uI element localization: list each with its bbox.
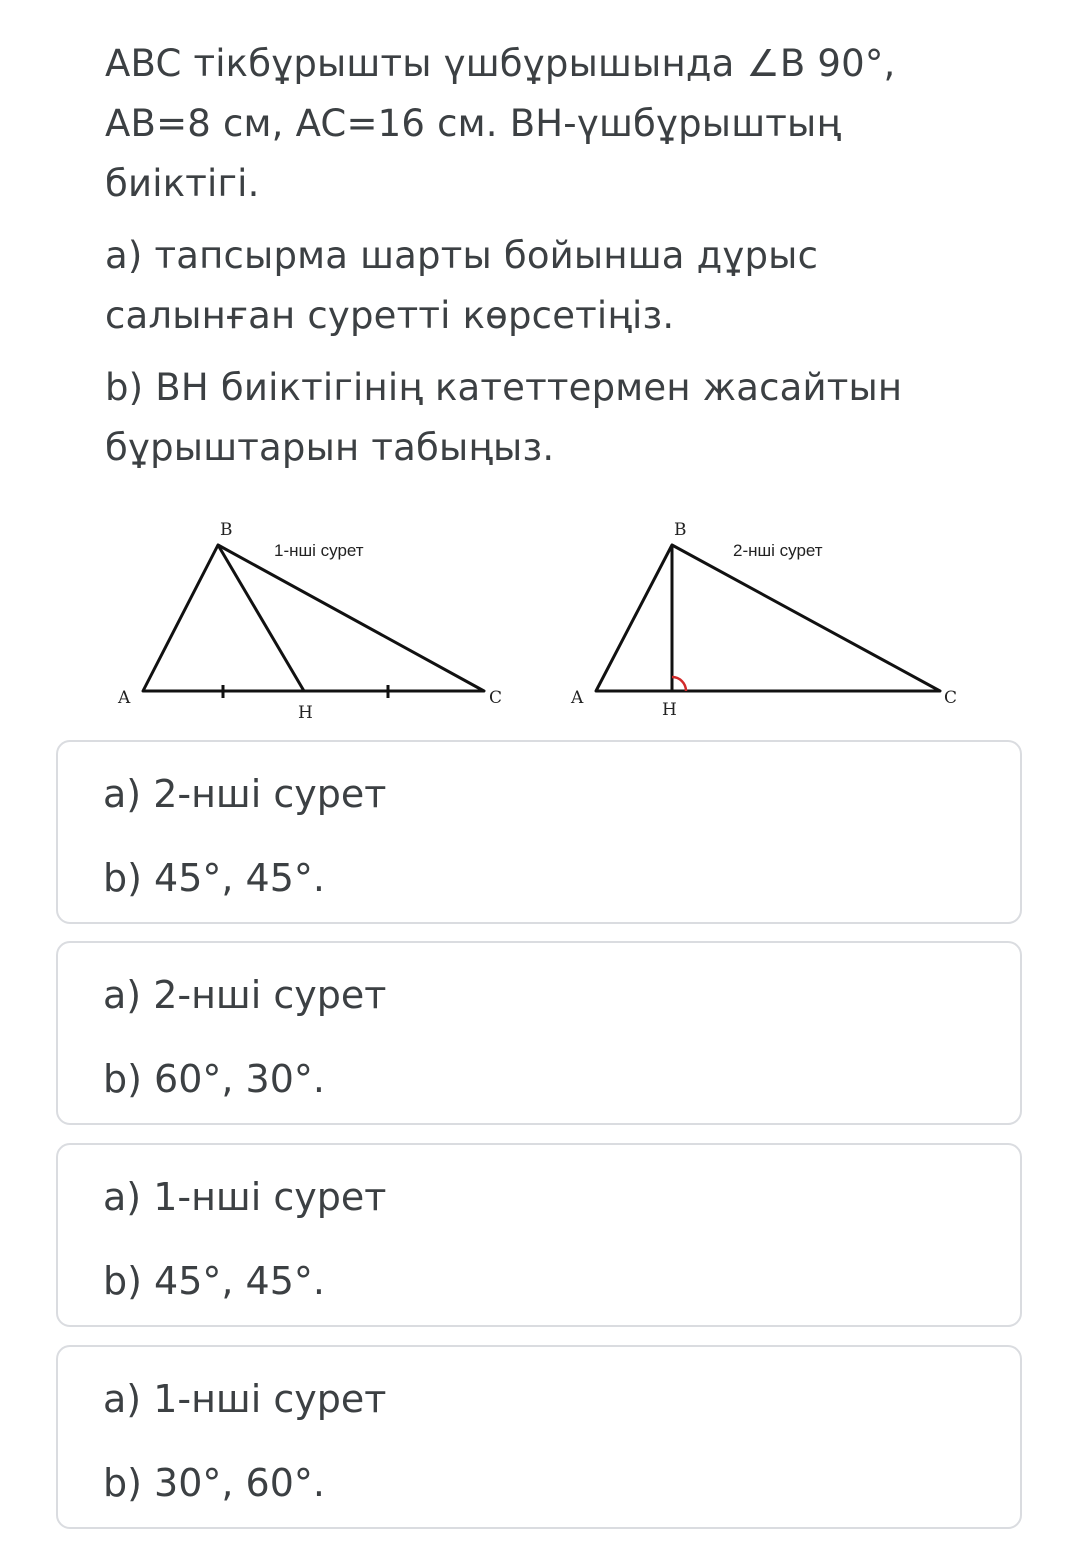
figure-2-title: 2-нші сурет xyxy=(733,541,823,560)
answer-option-1-part-b: b) 45°, 45°. xyxy=(103,856,325,900)
figure-1-triangle xyxy=(143,545,484,691)
figure-1-label-a: A xyxy=(118,688,131,708)
question-part-a: a) тапсырма шарты бойынша дұрыс салынған суретті көрсетіңіз. xyxy=(105,234,819,337)
answer-option-4[interactable] xyxy=(56,1345,1022,1529)
figure-2-label-c: C xyxy=(944,688,958,708)
figure-1-label-b: B xyxy=(220,520,233,540)
figure-1-title: 1-нші сурет xyxy=(274,541,364,560)
answer-option-4-part-a: a) 1-нші сурет xyxy=(103,1377,387,1421)
figure-2 xyxy=(596,545,940,691)
answer-option-4-part-b: b) 30°, 60°. xyxy=(103,1461,325,1505)
answer-option-3-part-b: b) 45°, 45°. xyxy=(103,1259,325,1303)
answer-option-1-part-a: a) 2-нші сурет xyxy=(103,772,387,816)
figure-1-label-h: H xyxy=(298,703,313,723)
question-part-b: b) BH биіктігінің катеттермен жасайтын бұрыштарын табыңыз. xyxy=(105,366,903,469)
figure-2-right-angle-mark xyxy=(672,677,686,691)
answer-option-3[interactable] xyxy=(56,1143,1022,1327)
figure-1-label-c: C xyxy=(489,688,503,708)
answer-option-2[interactable] xyxy=(56,941,1022,1125)
answer-option-1[interactable] xyxy=(56,740,1022,924)
question-text xyxy=(105,34,1005,490)
question-statement: ABC тікбұрышты үшбұрышында ∠B 90°, AB=8 см, AC=16 см. BH-үшбұрыштың биіктігі. xyxy=(105,42,896,205)
answer-option-2-part-a: a) 2-нші сурет xyxy=(103,973,387,1017)
figure-2-label-a: A xyxy=(571,688,584,708)
figure-1 xyxy=(143,545,484,698)
answer-option-2-part-b: b) 60°, 30°. xyxy=(103,1057,325,1101)
figures-svg xyxy=(0,505,1068,730)
triangle-figures xyxy=(0,505,1068,730)
answer-option-3-part-a: a) 1-нші сурет xyxy=(103,1175,387,1219)
figure-2-label-b: B xyxy=(674,520,687,540)
figure-2-label-h: H xyxy=(662,700,677,720)
figure-2-triangle xyxy=(596,545,940,691)
